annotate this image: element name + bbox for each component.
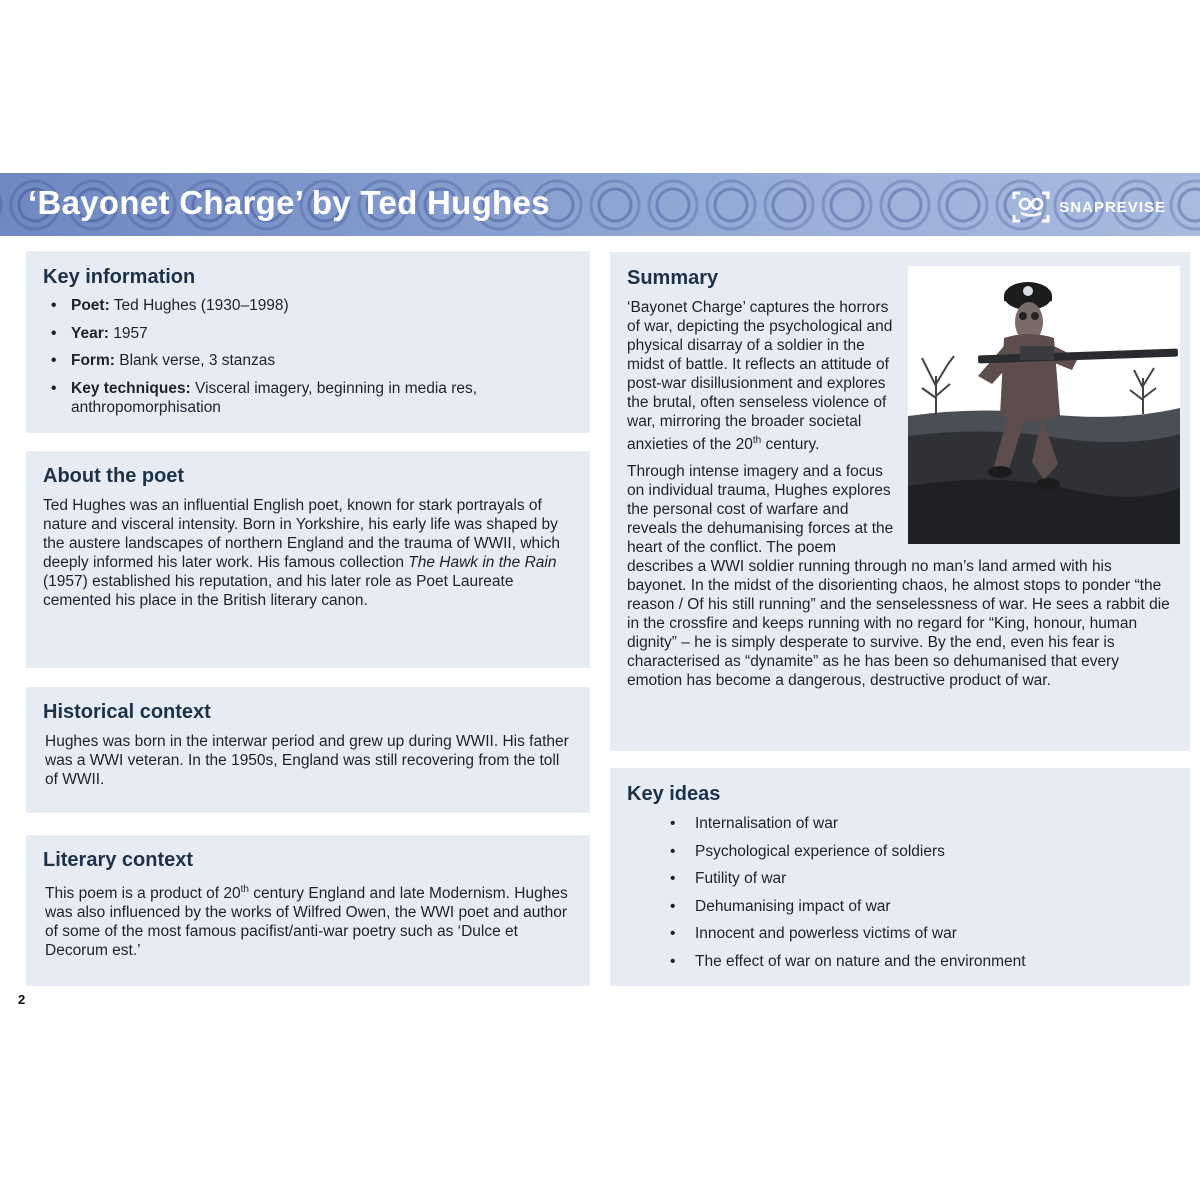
list-item: • The effect of war on nature and the environment xyxy=(627,952,1173,971)
item-value: Blank verse, 3 stanzas xyxy=(114,352,276,369)
item-label: Year: xyxy=(71,324,109,342)
list-item xyxy=(43,351,573,370)
key-information-heading: Key information xyxy=(43,266,196,288)
superscript: th xyxy=(240,884,249,895)
page-title: ‘Bayonet Charge’ by Ted Hughes xyxy=(28,184,550,221)
text-part: (1957) established his reputation, and his later role as Poet Laureate cemented his place in the British literary canon. xyxy=(43,573,514,609)
page-number: 2 xyxy=(18,992,26,1007)
list-item: • Internalisation of war xyxy=(627,814,1173,833)
item-label: Form: xyxy=(71,352,115,369)
literary-context-text xyxy=(43,880,573,960)
text-part: Ted Hughes was an influential English poet, known for stark portrayals of nature and visceral intensity. Born in Yorkshire, his early life was shaped by the austere landscapes of northern England and the trauma of WWII, which deeply informed his later work. His famous collection xyxy=(43,497,560,571)
key-ideas-panel xyxy=(610,768,1190,986)
list-item: • Dehumanising impact of war xyxy=(627,897,1173,916)
historical-context-text: Hughes was born in the interwar period and grew up during WWII. His father was a WWI veteran. In the 1950s, England was still recovering from the toll of WWII. xyxy=(45,733,569,788)
key-ideas-heading: Key ideas xyxy=(627,783,721,805)
item-value: 1957 xyxy=(108,324,148,342)
list-item: • Innocent and powerless victims of war xyxy=(627,924,1173,943)
list-item: • Psychological experience of soldiers xyxy=(627,842,1173,861)
text-part: century England and late Modernism. Hughes was also influenced by the works of Wilfred Owen, the WWI poet and author of some of the most famous pacifist/anti-war poetry such as ‘Dulce et Decorum est.’ xyxy=(45,885,568,960)
summary-panel xyxy=(610,252,1190,751)
list-item xyxy=(43,324,573,343)
key-ideas-list xyxy=(627,814,1173,971)
item-value: Ted Hughes (1930–1998) xyxy=(109,297,289,314)
text-part: ‘Bayonet Charge’ captures the horrors of war, depicting the psychological and physical disarray of a soldier in the midst of battle. It reflects an attitude of post-war disillusionment and explores the brutal, often senseless violence of war, mirroring the broader societal anxieties of the 20 xyxy=(627,299,893,454)
item-label: Poet: xyxy=(71,297,110,314)
soldier-charge-image xyxy=(908,266,1180,544)
brand-logo xyxy=(1011,190,1166,224)
title-banner xyxy=(0,173,1200,236)
historical-context-panel xyxy=(26,687,590,813)
snaprevise-logo-icon xyxy=(1011,190,1051,224)
book-title: The Hawk in the Rain xyxy=(408,554,557,571)
text-part: century. xyxy=(761,436,820,454)
text-part: This poem is a product of 20 xyxy=(45,885,241,903)
summary-paragraph-2: Through intense imagery and a focus on individual trauma, Hughes explores the personal cost of warfare and reveals the dehumanising forces at the heart of the conflict. The poem describes a WWI soldier running through no man’s land armed with his bayonet. In the midst of the disorienting chaos, he almost stops to ponder “the reason / Of his still running” and the senselessness of war. He sees a rabbit die in the crossfire and keeps running with no regard for “King, honour, human dignity” – he is simply desperate to survive. By the end, even his fear is characterised as “dynamite” as he has been so dehumanised that every emotion has become a dangerous, destructive product of war. xyxy=(627,463,1170,690)
about-poet-text xyxy=(43,496,573,610)
item-value: Visceral imagery, beginning in media res, anthropomorphisation xyxy=(71,379,478,416)
brand-name: SNAPREVISE xyxy=(1059,198,1166,216)
superscript: th xyxy=(752,435,762,446)
about-poet-heading: About the poet xyxy=(43,465,185,487)
soldier-illustration xyxy=(908,266,1180,544)
literary-context-panel xyxy=(26,835,590,986)
historical-context-heading: Historical context xyxy=(43,701,211,723)
key-information-panel xyxy=(26,251,590,433)
list-item xyxy=(43,296,573,315)
about-poet-panel xyxy=(26,451,590,668)
item-label: Key techniques: xyxy=(71,379,191,397)
literary-context-heading: Literary context xyxy=(43,849,194,871)
list-item xyxy=(43,379,573,417)
list-item: • Futility of war xyxy=(627,869,1173,888)
summary-heading: Summary xyxy=(627,267,719,289)
key-information-list xyxy=(43,296,573,417)
